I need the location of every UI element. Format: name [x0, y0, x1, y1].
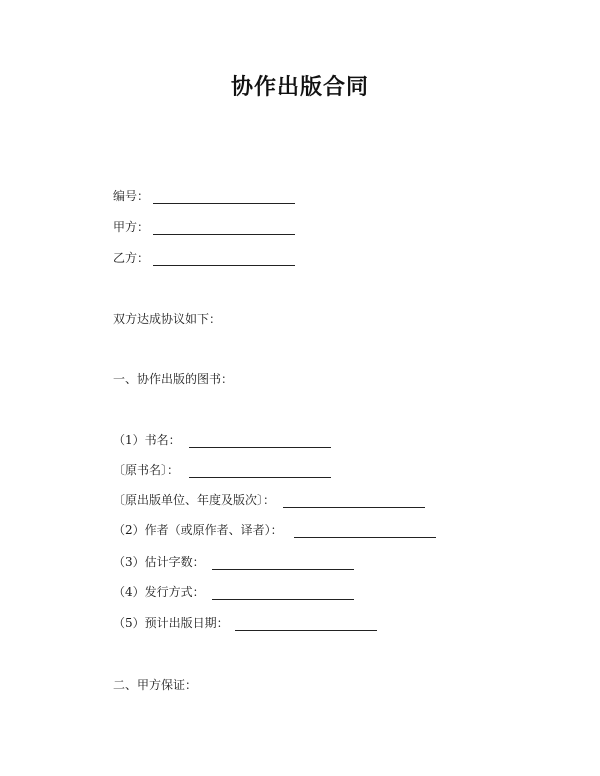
section2-heading: 二、甲方保证：	[113, 678, 198, 692]
item-word-count-label: （3）估计字数：	[113, 555, 205, 569]
field-number-blank[interactable]	[153, 191, 295, 204]
item-distribution-label: （4）发行方式：	[113, 585, 205, 599]
item-original-publisher-label: 〔原出版单位、年度及版次〕：	[113, 493, 276, 507]
item-publish-date-label: （5）预计出版日期：	[113, 616, 229, 630]
field-party-a	[113, 219, 295, 235]
item-author-blank[interactable]	[294, 525, 436, 538]
section1-heading: 一、协作出版的图书：	[113, 372, 234, 386]
field-number	[113, 188, 295, 204]
item-original-title-blank[interactable]	[189, 465, 331, 478]
item-publish-date-blank[interactable]	[235, 618, 377, 631]
intro-text: 双方达成协议如下：	[113, 312, 222, 326]
field-party-b-label: 乙方：	[113, 251, 150, 265]
item-author	[113, 522, 436, 538]
item-word-count	[113, 554, 354, 570]
field-number-label: 编号：	[113, 189, 150, 203]
item-publish-date	[113, 615, 377, 631]
item-distribution-blank[interactable]	[212, 587, 354, 600]
item-original-publisher-blank[interactable]	[283, 495, 425, 508]
item-original-publisher	[113, 492, 425, 508]
item-book-title	[113, 432, 331, 448]
item-original-title	[113, 462, 331, 478]
field-party-a-label: 甲方：	[113, 220, 150, 234]
item-book-title-label: （1）书名：	[113, 433, 181, 447]
item-distribution	[113, 584, 354, 600]
item-original-title-label: 〔原书名〕：	[113, 463, 180, 477]
field-party-b-blank[interactable]	[153, 253, 295, 266]
item-author-label: （2）作者（或原作者、译者）：	[113, 523, 283, 537]
document-title: 协作出版合同	[230, 75, 369, 100]
item-word-count-blank[interactable]	[212, 557, 354, 570]
field-party-b	[113, 250, 295, 266]
item-book-title-blank[interactable]	[189, 435, 331, 448]
field-party-a-blank[interactable]	[153, 222, 295, 235]
